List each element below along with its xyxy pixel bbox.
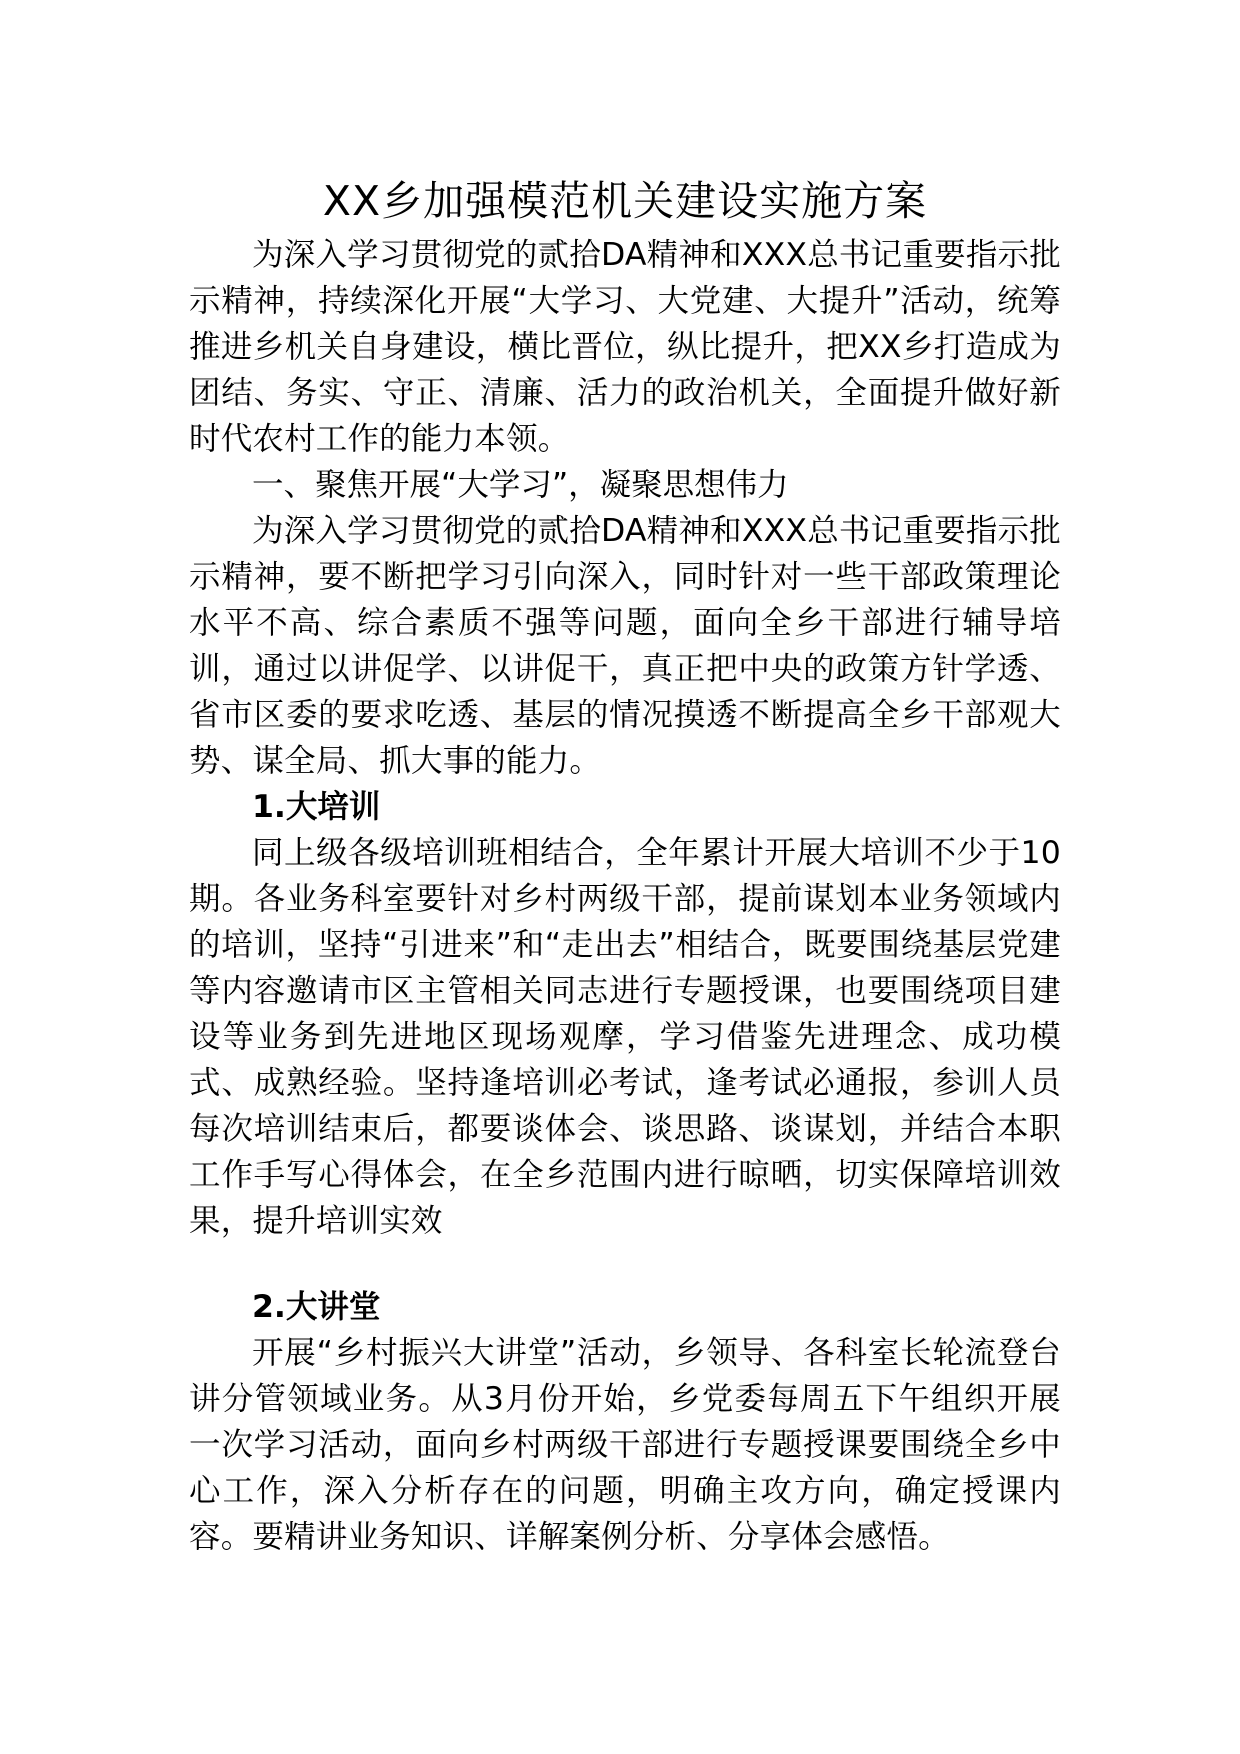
subsection-1-paragraph: 同上级各级培训班相结合，全年累计开展大培训不少于10期。各业务科室要针对乡村两级干部，提前谋划本业务领域内的培训，坚持“引进来”和“走出去”相结合，既要围绕基层党建等内容邀请市区主管相关同志进行专题授课，也要围绕项目建设等业务到先进地区现场观摩，学习借鉴先进理念、成功模式、成熟经验。坚持逢培训必考试，逢考试必通报，参训人员每次培训结束后，都要谈体会、谈思路、谈谋划，并结合本职工作手写心得体会，在全乡范围内进行晾晒，切实保障培训效果，提升培训实效 bbox=[189, 835, 1061, 1239]
document-page bbox=[189, 170, 1061, 1560]
subsection-2-heading: 2.大讲堂 bbox=[252, 1289, 381, 1325]
section-1-heading: 一、聚焦开展“大学习”，凝聚思想伟力 bbox=[252, 467, 789, 503]
paragraph-gap bbox=[189, 1244, 1061, 1284]
subsection-2-paragraph: 开展“乡村振兴大讲堂”活动，乡领导、各科室长轮流登台讲分管领域业务。从3月份开始，乡党委每周五下午组织开展一次学习活动，面向乡村两级干部进行专题授课要围绕全乡中心工作，深入分析存在的问题，明确主攻方向，确定授课内容。要精讲业务知识、详解案例分析、分享体会感悟。 bbox=[189, 1335, 1061, 1555]
document-title: XX乡加强模范机关建设实施方案 bbox=[322, 177, 928, 225]
intro-paragraph: 为深入学习贯彻党的贰拾DA精神和XXX总书记重要指示批示精神，持续深化开展“大学习、大党建、大提升”活动，统筹推进乡机关自身建设，横比晋位，纵比提升，把XX乡打造成为团结、务实、守正、清廉、活力的政治机关，全面提升做好新时代农村工作的能力本领。 bbox=[189, 237, 1061, 457]
subsection-1-heading: 1.大培训 bbox=[252, 789, 381, 825]
section-1-paragraph: 为深入学习贯彻党的贰拾DA精神和XXX总书记重要指示批示精神，要不断把学习引向深入，同时针对一些干部政策理论水平不高、综合素质不强等问题，面向全乡干部进行辅导培训，通过以讲促学、以讲促干，真正把中央的政策方针学透、省市区委的要求吃透、基层的情况摸透不断提高全乡干部观大势、谋全局、抓大事的能力。 bbox=[189, 513, 1061, 779]
